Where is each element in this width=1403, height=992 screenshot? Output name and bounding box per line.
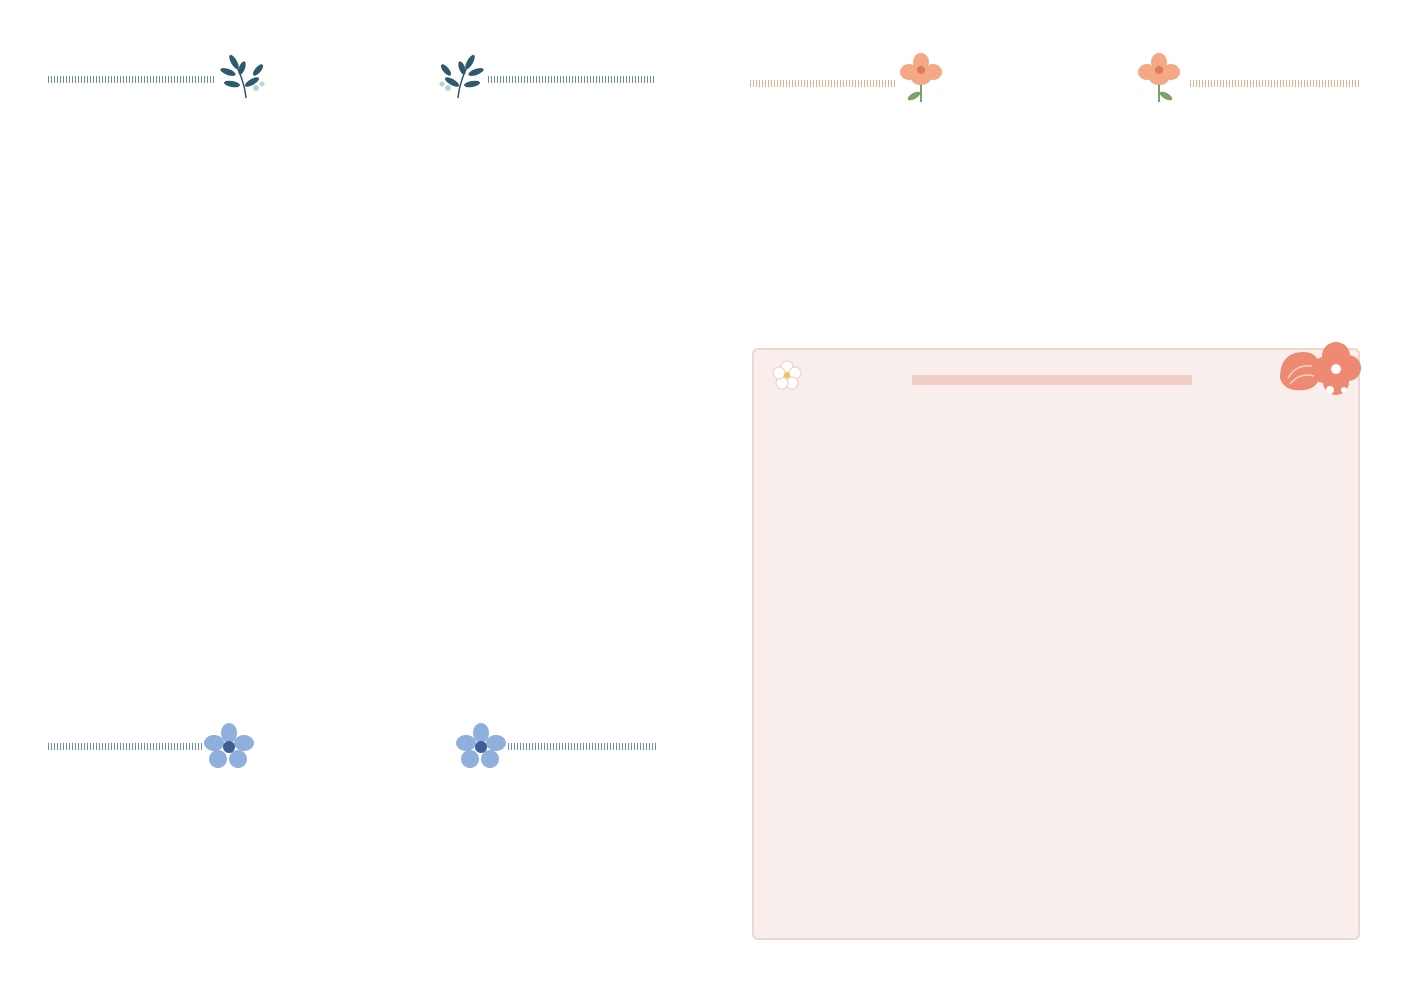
offering-card <box>752 348 1360 940</box>
sunday-title-bar <box>0 48 700 108</box>
white-blossom-icon <box>772 360 802 390</box>
title-rule-left <box>48 76 216 83</box>
title-rule-left <box>750 80 896 87</box>
title-rule-left <box>48 743 204 750</box>
title-rule-right <box>1190 80 1360 87</box>
leaf-sprig-icon <box>430 48 486 104</box>
title-rule-right <box>488 76 656 83</box>
leaf-sprig-icon <box>218 48 274 104</box>
peach-flower-icon <box>1136 52 1182 104</box>
blue-flower-icon <box>456 723 506 769</box>
left-page <box>0 0 700 992</box>
title-rule-right <box>508 743 656 750</box>
afternoon-title-bar <box>0 715 700 775</box>
title-highlight <box>912 375 1192 385</box>
coral-blossom-icon <box>1274 338 1364 402</box>
wednesday-title-bar <box>700 52 1403 112</box>
peach-flower-icon <box>898 52 944 104</box>
blue-flower-icon <box>204 723 254 769</box>
